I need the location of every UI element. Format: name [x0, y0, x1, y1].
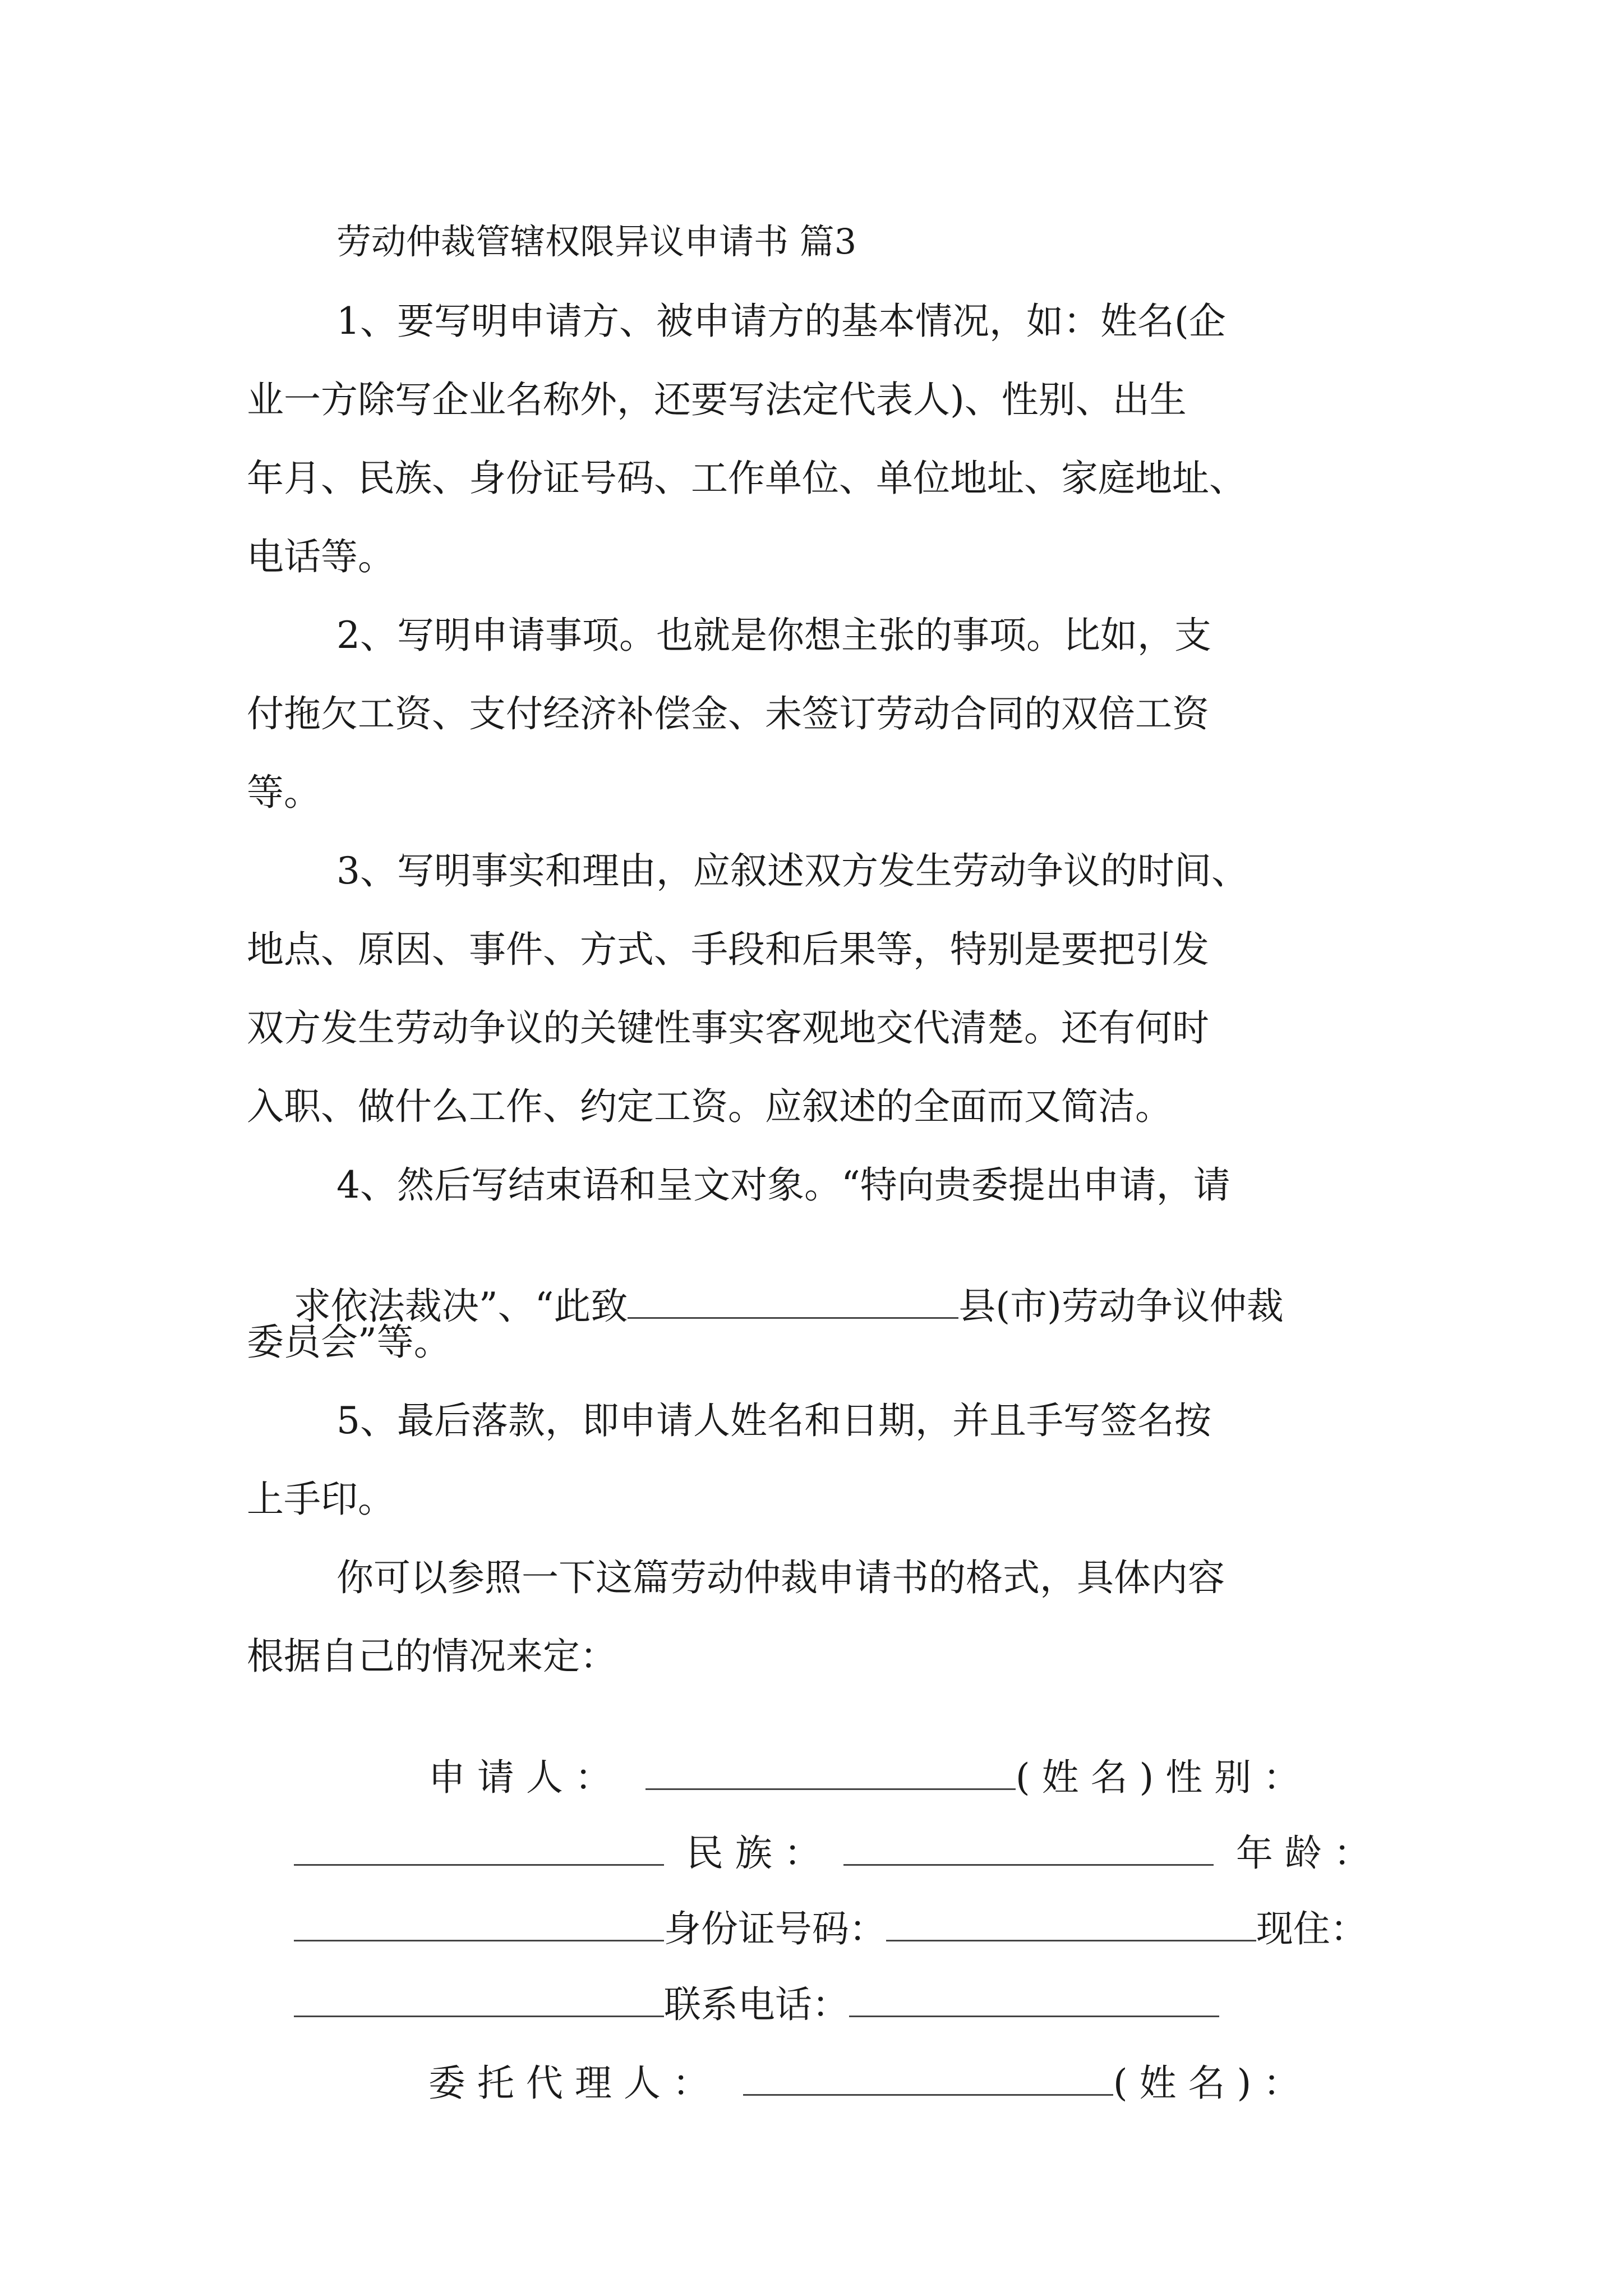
applicant-name-blank[interactable]	[645, 1754, 1016, 1790]
agent-name-label: ( 姓 名 ) ：	[1113, 2062, 1301, 2105]
agent-blank[interactable]	[743, 2059, 1113, 2096]
paragraph-2-line-1: 2、写明申请事项。也就是你想主张的事项。比如，支	[336, 614, 1211, 657]
paragraph-1-line-2: 业一方除写企业名称外，还要写法定代表人)、性别、出生	[247, 378, 1187, 421]
gender-blank[interactable]	[294, 1829, 664, 1866]
paragraph-6-line-1: 你可以参照一下这篇劳动仲裁申请书的格式，具体内容	[336, 1556, 1225, 1599]
paragraph-4-line-3: 委员会”等。	[247, 1320, 451, 1364]
address-label: 现住：	[1256, 1907, 1367, 1950]
paragraph-2-line-3: 等。	[247, 771, 321, 814]
paragraph-1-line-4: 电话等。	[247, 535, 395, 578]
agent-label: 委 托 代 理 人 ：	[428, 2062, 709, 2105]
name-gender-label: ( 姓 名 ) 性 别 ：	[1015, 1756, 1301, 1799]
paragraph-4-text-b: 县(市)劳动争议仲裁	[958, 1285, 1284, 1328]
paragraph-2-line-2: 付拖欠工资、支付经济补偿金、未签订劳动合同的双倍工资	[247, 692, 1209, 735]
form-line-agent	[381, 2022, 1300, 2139]
paragraph-6-line-2: 根据自己的情况来定：	[247, 1635, 617, 1678]
paragraph-3-line-1: 3、写明事实和理由，应叙述双方发生劳动争议的时间、	[336, 849, 1248, 892]
document-title: 劳动仲裁管辖权限异议申请书 篇3	[336, 221, 857, 262]
paragraph-4-text-a: 求依法裁决”、“此致	[293, 1285, 628, 1328]
phone-blank[interactable]	[849, 1981, 1219, 2017]
paragraph-3-line-4: 入职、做什么工作、约定工资。应叙述的全面而又简洁。	[247, 1085, 1172, 1128]
age-label: 年 龄 ：	[1235, 1832, 1371, 1875]
age-blank[interactable]	[294, 1905, 664, 1941]
applicant-label: 申 请 人 ：	[428, 1756, 612, 1799]
ethnicity-blank[interactable]	[843, 1829, 1214, 1866]
paragraph-5-line-2: 上手印。	[247, 1478, 395, 1521]
ethnicity-label: 民 族 ：	[686, 1832, 821, 1875]
phone-label: 联系电话：	[663, 1983, 849, 2026]
county-blank-line[interactable]	[628, 1282, 958, 1319]
paragraph-3-line-2: 地点、原因、事件、方式、手段和后果等，特别是要把引发	[247, 928, 1209, 971]
paragraph-3-line-3: 双方发生劳动争议的关键性事实客观地交代清楚。还有何时	[247, 1006, 1209, 1050]
paragraph-4-line-1: 4、然后写结束语和呈文对象。“特向贵委提出申请，请	[336, 1163, 1230, 1207]
paragraph-5-line-1: 5、最后落款，即申请人姓名和日期，并且手写签名按	[336, 1399, 1211, 1442]
paragraph-1-line-3: 年月、民族、身份证号码、工作单位、单位地址、家庭地址、	[247, 457, 1246, 500]
paragraph-1-line-1: 1、要写明申请方、被申请方的基本情况，如：姓名(企	[336, 300, 1226, 343]
id-number-blank[interactable]	[886, 1905, 1256, 1941]
id-number-label: 身份证号码：	[663, 1907, 886, 1950]
address-blank[interactable]	[294, 1981, 664, 2017]
